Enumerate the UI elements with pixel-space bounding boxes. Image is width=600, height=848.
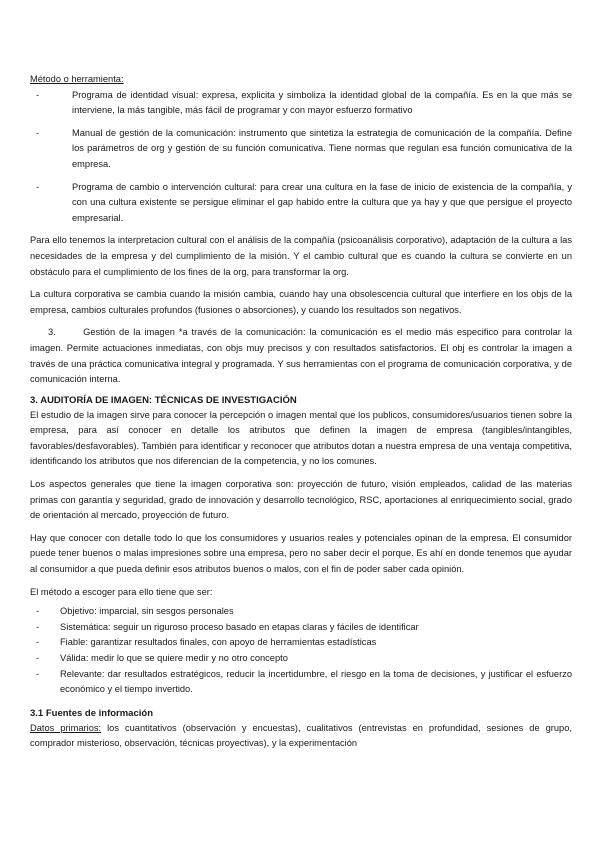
list-item (30, 180, 572, 227)
paragraph-interpretacion: Para ello tenemos la interpretacion cultural con el análisis de la compañía (psicoanálisis corporativo), adaptación de la cultura a las necesidades de la empresa y del cumplimiento de la misión. Y el cambio cultural que es cuando la cultura se convierte en un obstáculo para el cumplimiento de los fines de la org, para transformar la org. (30, 235, 572, 277)
paragraph-gestion (30, 325, 572, 387)
paragraph-estudio: El estudio de la imagen sirve para conocer la percepción o imagen mental que los publicos, consumidores/usuarios tienen sobre la empresa, para así conocer en detalle los atributos que definen la imagen de empresa (tangibles/intangibles, favorables/desfavorables). También para identificar y reconocer que atributos dotan a nuestra empresa de una ventaja competitiva, identificando los atributos que nos diferencian de la competencia, y no los comunes. (30, 409, 572, 467)
list-item-text: Programa de identidad visual: expresa, explicita y simboliza la identidad global de la compañía. Es en la que más se interviene, la más tangible, más fácil de programar y con mayor esfuerzo formativo (72, 89, 572, 116)
bullet-dash: - (36, 653, 40, 663)
paragraph-conocer: Hay que conocer con detalle todo lo que los consumidores y usuarios reales y potenciales opinan de la empresa. El consumidor puede tener buenos o malas impresiones sobre una empresa, pero no saber decir el porque. Es ahí en donde tenemos que ayudar al consumidor a que pueda definir esos atributos buenos o malos, con el fin de poder saber cada opinión. (30, 532, 572, 575)
section-heading-auditoria: 3. AUDITORÍA DE IMAGEN: TÉCNICAS DE INVESTIGACIÓN (30, 394, 297, 406)
bullet-dash: - (36, 89, 40, 100)
gestion-text: Gestión de la imagen *a través de la comunicación: la comunicación es el medio más especifico para controlar la imagen. Permite actuaciones inmediatas, con objs muy precisos y con resultados satisfactorios. El obj es controlar la imagen a través de una práctica comunicativa integral y programada. Y sus herramientas con el programa de comunicación corporativa, y de comunicación interna. (30, 327, 572, 385)
list-item-text: Manual de gestión de la comunicación: instrumento que sintetiza la estrategia de comunicación de la compañía. Define los parámetros de org y gestión de su función comunicativa. Tiene normas que regulan esa función comunicativa de la empresa. (72, 127, 572, 169)
bullet-dash: - (36, 621, 40, 632)
datos-text: los cuantitativos (observación y encuestas), cualitativos (entrevistas en profundidad, sesiones de grupo, comprador misterioso, observación, técnicas proyectivas), y la experimentación (30, 722, 572, 749)
list-item-text: Válida: medir lo que se quiere medir y no otro concepto (60, 653, 288, 663)
bullet-dash: - (36, 637, 40, 648)
bullet-dash: - (36, 181, 40, 192)
list-item (30, 126, 572, 173)
metodo-heading: Método o herramienta: (30, 74, 124, 84)
gestion-number: 3. (48, 327, 56, 338)
paragraph-cultura: La cultura corporativa se cambia cuando la misión cambia, cuando hay una obsolescencia cultural que interfiere en los objs de la empresa, cambios culturales profundos (fusiones o absorciones), y cuando los resultados son negativos. (30, 289, 572, 315)
list-item (30, 635, 572, 651)
list-item (30, 651, 572, 667)
paragraph-metodo: El método a escoger para ello tiene que ser: (30, 586, 213, 597)
list-item-text: Fiable: garantizar resultados finales, con apoyo de herramientas estadísticas (60, 637, 377, 648)
paragraph-datos-primarios (30, 721, 572, 752)
list-item (30, 620, 572, 636)
list-item (30, 88, 572, 119)
list-item-text: Sistemática: seguir un riguroso proceso basado en etapas claras y fáciles de identificar (60, 621, 419, 632)
list-item-text: Objetivo: imparcial, sin sesgos personales (60, 606, 234, 617)
bullet-dash: - (36, 668, 40, 679)
list-item (30, 667, 572, 698)
document-body (30, 72, 572, 752)
bullet-dash: - (36, 606, 40, 617)
metodo-list (30, 88, 572, 227)
paragraph-aspectos: Los aspectos generales que tiene la imagen corporativa son: proyección de futuro, visión empleados, calidad de las materias primas con garantía y seguridad, grado de innovación y desarrollo tecnológico, RSC, aportaciones al enriquecimiento social, grado de orientación al mercado, proyección de futuro. (30, 479, 572, 521)
section-heading-fuentes: 3.1 Fuentes de información (30, 707, 153, 719)
metodo-requirements-list (30, 604, 572, 698)
list-item-text: Relevante: dar resultados estratégicos, reducir la incertidumbre, el riesgo en la toma de decisiones, y justificar el esfuerzo económico y el tiempo invertido. (60, 668, 572, 695)
list-item-text: Programa de cambio o intervención cultural: para crear una cultura en la fase de inicio de existencia de la compañía, y con una cultura existente se persigue eliminar el gap habido entre la cultura que ya hay y que que persigue el proyecto empresarial. (72, 181, 572, 223)
bullet-dash: - (36, 127, 40, 138)
datos-label: Datos primarios: (30, 722, 102, 733)
list-item (30, 604, 572, 620)
